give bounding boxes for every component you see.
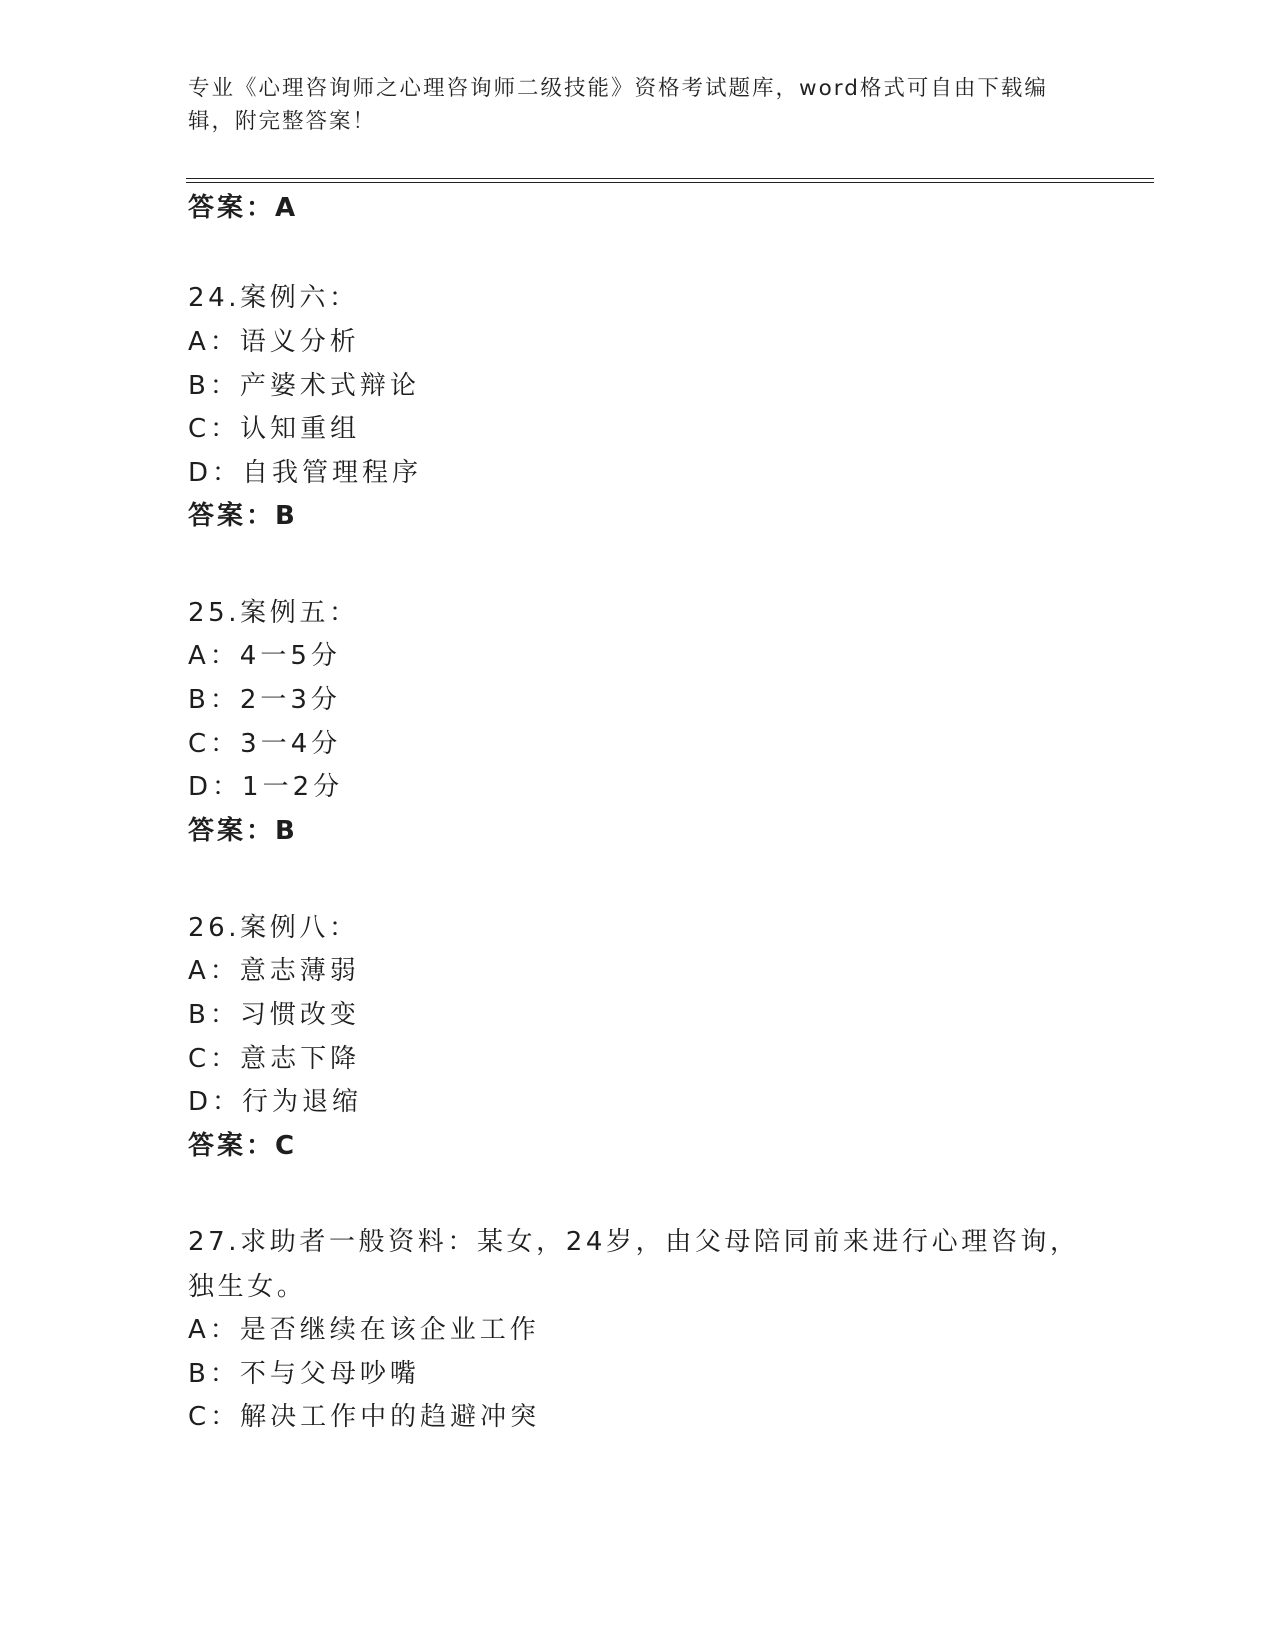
question-24-option-a: A：语义分析 xyxy=(188,327,360,357)
header-divider-top xyxy=(186,178,1154,179)
question-26-option-c: C：意志下降 xyxy=(188,1044,361,1074)
question-25-option-d: D：1一2分 xyxy=(188,772,344,802)
question-26-option-a: A：意志薄弱 xyxy=(188,956,360,986)
question-27-option-c: C：解决工作中的趋避冲突 xyxy=(188,1402,541,1432)
page-header: 专业《心理咨询师之心理咨询师二级技能》资格考试题库，word格式可自由下载编辑，附完整答案！ xyxy=(188,76,1048,134)
question-24-answer: 答案：B xyxy=(188,501,298,531)
question-26-option-d: D：行为退缩 xyxy=(188,1087,363,1117)
question-25-option-c: C：3一4分 xyxy=(188,729,342,759)
question-25-answer: 答案：B xyxy=(188,816,298,846)
question-24-stem: 24.案例六： xyxy=(188,283,359,313)
question-24-option-b: B：产婆术式辩论 xyxy=(188,371,420,401)
question-26-stem: 26.案例八： xyxy=(188,913,359,943)
question-27-option-a: A：是否继续在该企业工作 xyxy=(188,1315,540,1345)
question-26-option-b: B：习惯改变 xyxy=(188,1000,360,1030)
question-25-option-a: A：4一5分 xyxy=(188,641,341,671)
question-25-stem: 25.案例五： xyxy=(188,598,359,628)
question-26-answer: 答案：C xyxy=(188,1131,298,1161)
question-27-stem: 27.求助者一般资料：某女，24岁，由父母陪同前来进行心理咨询，独生女。 xyxy=(188,1227,1080,1302)
question-24-option-d: D：自我管理程序 xyxy=(188,458,423,488)
answer-prev: 答案：A xyxy=(188,193,299,223)
question-25-option-b: B：2一3分 xyxy=(188,685,341,715)
header-divider-bottom xyxy=(186,182,1154,183)
question-24-option-c: C：认知重组 xyxy=(188,414,361,444)
question-27-option-b: B：不与父母吵嘴 xyxy=(188,1359,420,1389)
